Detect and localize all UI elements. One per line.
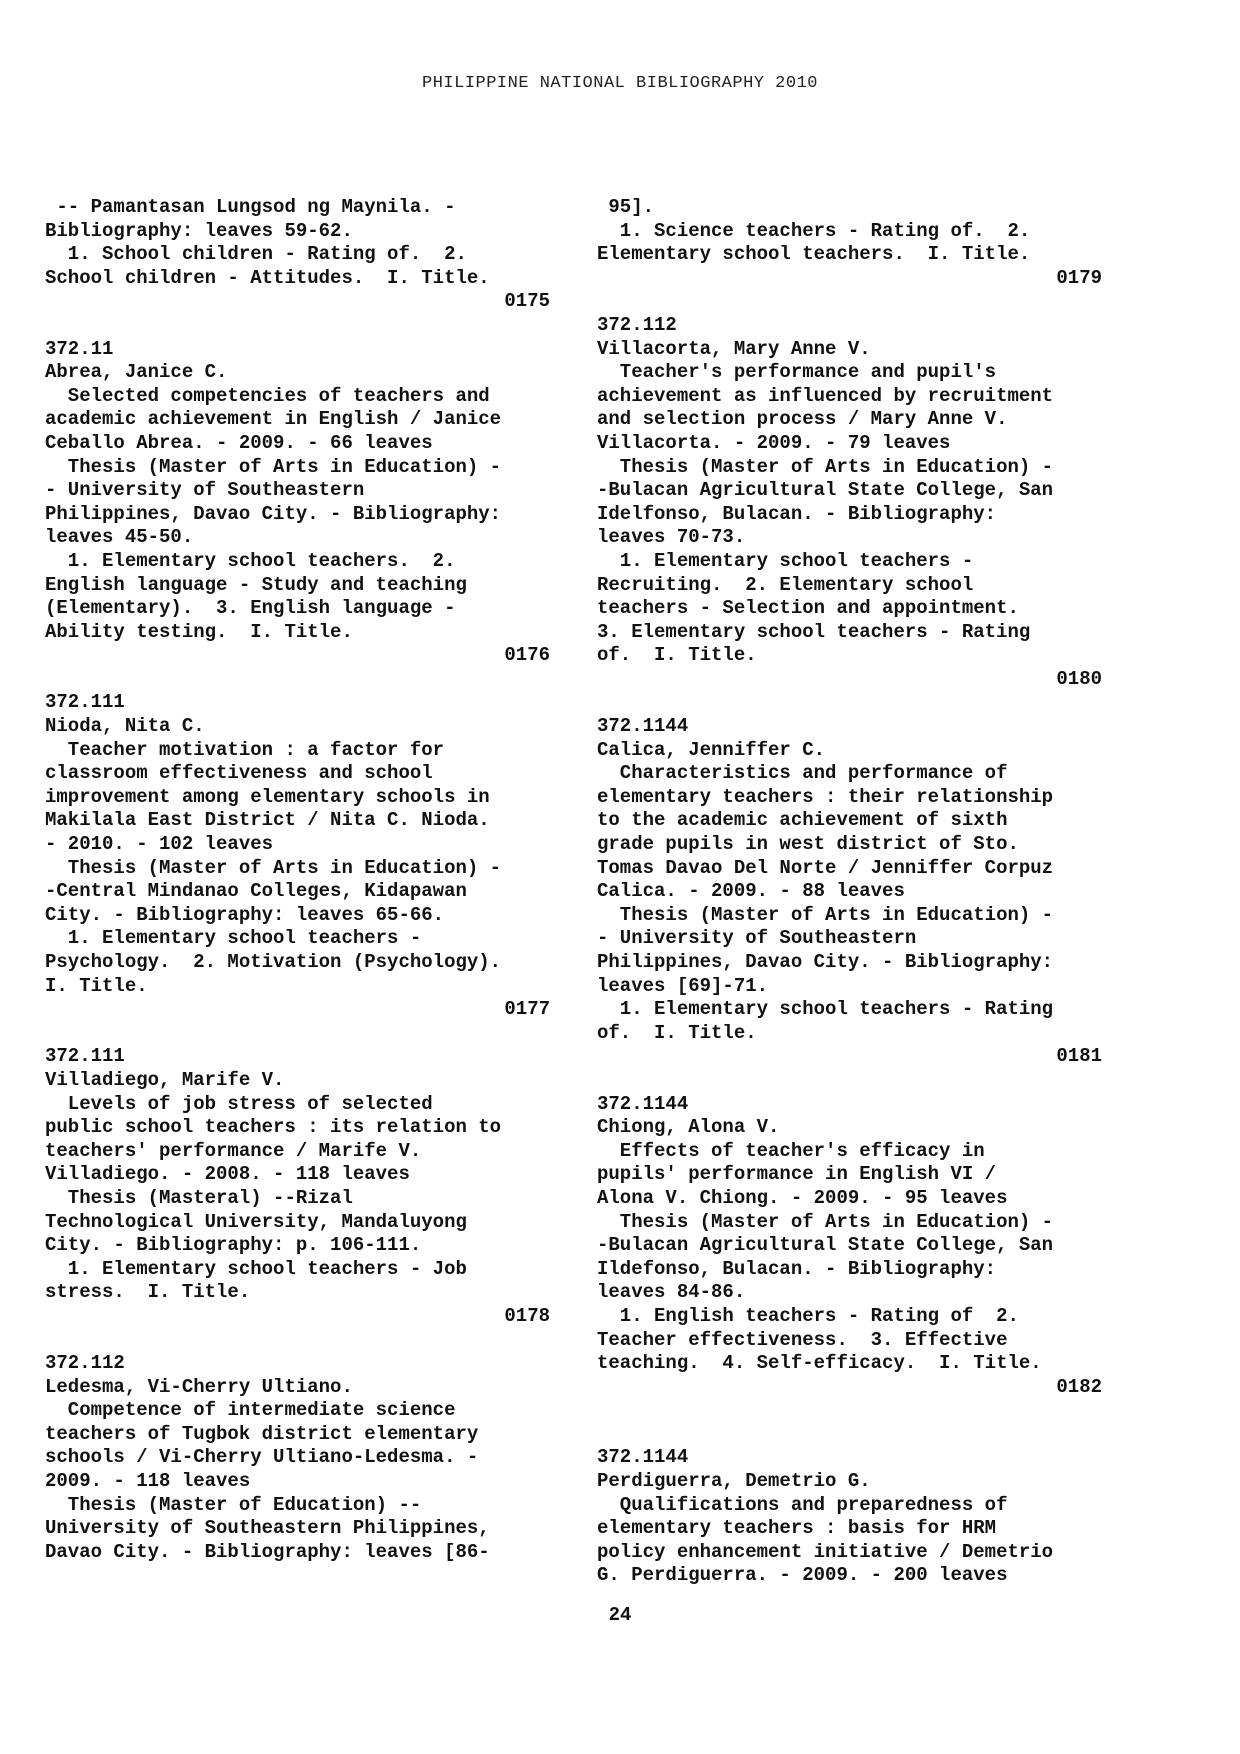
entry-line: pupils' performance in English VI /	[597, 1163, 997, 1186]
entry-line: 95].	[597, 196, 655, 218]
entry-line: 1. Elementary school teachers - Job	[45, 1257, 467, 1280]
entry-line: 1. English teachers - Rating of 2.	[597, 1304, 1019, 1327]
entry-line: 1. Elementary school teachers. 2.	[45, 549, 456, 572]
entry-line: leaves 45-50.	[45, 526, 194, 549]
entry-number: 0178	[504, 1304, 550, 1327]
entry-line: 372.112	[45, 1352, 125, 1375]
entry-line: improvement among elementary schools in	[45, 785, 490, 808]
entry-line: Calica. - 2009. - 88 leaves	[597, 880, 905, 903]
entry-line: Villadiego. - 2008. - 118 leaves	[45, 1163, 410, 1186]
entry-line: Thesis (Master of Arts in Education) -	[597, 903, 1054, 926]
entry-line: policy enhancement initiative / Demetrio	[597, 1540, 1054, 1563]
entry-line: Effects of teacher's efficacy in	[597, 1139, 985, 1162]
entry-line: 372.111	[45, 1045, 125, 1068]
entry-line: Villacorta. - 2009. - 79 leaves	[597, 431, 951, 454]
entry-line: teachers' performance / Marife V.	[45, 1139, 422, 1162]
blank-line	[45, 668, 550, 692]
entry-line: Thesis (Master of Arts in Education) -	[45, 856, 502, 879]
entry-line: City. - Bibliography: leaves 65-66.	[45, 903, 445, 926]
entry-line: to the academic achievement of sixth	[597, 809, 1008, 832]
entry-line: elementary teachers : their relationship	[597, 785, 1054, 808]
entry-line: Ability testing. I. Title.	[45, 620, 353, 643]
entry-line: Calica, Jenniffer C.	[597, 738, 826, 761]
entry-line: Psychology. 2. Motivation (Psychology).	[45, 951, 502, 973]
entry-line: achievement as influenced by recruitment	[597, 384, 1054, 407]
entry-line: academic achievement in English / Janice	[45, 408, 502, 431]
entry-line: Qualifications and preparedness of	[597, 1493, 1008, 1516]
entry-line: Davao City. - Bibliography: leaves [86-	[45, 1540, 490, 1563]
entry-line: I. Title.	[45, 974, 148, 997]
entry-line: Characteristics and performance of	[597, 762, 1008, 785]
entry-line: Ledesma, Vi-Cherry Ultiano.	[45, 1375, 353, 1398]
entry-line: English language - Study and teaching	[45, 573, 467, 596]
entry-line: 1. Elementary school teachers -	[45, 927, 422, 950]
entry-line: - University of Southeastern	[597, 927, 917, 950]
entry-line: elementary teachers : basis for HRM	[597, 1517, 997, 1540]
entry-line: 1. Elementary school teachers -	[597, 549, 974, 572]
entry-line: grade pupils in west district of Sto.	[597, 833, 1019, 856]
entry-line: Villacorta, Mary Anne V.	[597, 337, 871, 360]
entry-line: Ildefonso, Bulacan. - Bibliography:	[597, 1257, 997, 1280]
entry-line: Elementary school teachers. I. Title.	[597, 243, 1031, 266]
entry-line: Alona V. Chiong. - 2009. - 95 leaves	[597, 1186, 1008, 1209]
blank-line	[597, 1069, 1102, 1093]
entry-line: Thesis (Masteral) --Rizal	[45, 1186, 353, 1209]
entry-line: -Bulacan Agricultural State College, San	[597, 479, 1054, 502]
entry-line: Idelfonso, Bulacan. - Bibliography:	[597, 502, 997, 525]
entry-line: 372.112	[597, 313, 677, 336]
entry-line: 1. Elementary school teachers - Rating	[597, 998, 1054, 1021]
entry-line: leaves 70-73.	[597, 526, 746, 549]
entry-line: teachers - Selection and appointment.	[597, 597, 1019, 620]
entry-number: 0175	[504, 290, 550, 313]
entry-line: 372.11	[45, 337, 114, 360]
entry-line: - University of Southeastern	[45, 479, 365, 502]
entry-line: Teacher effectiveness. 3. Effective	[597, 1328, 1008, 1351]
entry-line: teaching. 4. Self-efficacy. I. Title.	[597, 1352, 1042, 1375]
entry-line: Makilala East District / Nita C. Nioda.	[45, 809, 490, 832]
entry-line: City. - Bibliography: p. 106-111.	[45, 1234, 422, 1257]
entry-line: Teacher motivation : a factor for	[45, 738, 445, 761]
entry-line: stress. I. Title.	[45, 1281, 251, 1304]
entry-line: Recruiting. 2. Elementary school	[597, 573, 974, 596]
blank-line	[45, 1022, 550, 1046]
entry-line: 3. Elementary school teachers - Rating	[597, 620, 1031, 643]
entry-line: 2009. - 118 leaves	[45, 1470, 251, 1493]
entry-number: 0182	[1056, 1375, 1102, 1398]
entry-line: teachers of Tugbok district elementary	[45, 1422, 479, 1445]
entry-line: Chiong, Alona V.	[597, 1116, 780, 1139]
entry-line: Selected competencies of teachers and	[45, 384, 490, 407]
blank-line	[45, 1329, 550, 1353]
entry-line: of. I. Title.	[597, 644, 757, 667]
entry-line: Bibliography: leaves 59-62.	[45, 219, 353, 242]
right-column	[597, 196, 1102, 1588]
entry-line: School children - Attitudes. I. Title.	[45, 266, 490, 289]
entry-line: classroom effectiveness and school	[45, 762, 433, 785]
entry-line: Technological University, Mandaluyong	[45, 1210, 467, 1233]
entry-line: and selection process / Mary Anne V.	[597, 408, 1008, 431]
entry-line: 1. Science teachers - Rating of. 2.	[597, 219, 1031, 242]
blank-line	[597, 290, 1102, 314]
entry-line: Nioda, Nita C.	[45, 715, 205, 738]
entry-number: 0176	[504, 644, 550, 667]
entry-line: Thesis (Master of Education) --	[45, 1493, 422, 1516]
running-title: PHILIPPINE NATIONAL BIBLIOGRAPHY 2010	[422, 74, 818, 93]
entry-line: 372.1144	[597, 1092, 689, 1115]
entry-line: -Central Mindanao Colleges, Kidapawan	[45, 880, 467, 903]
entry-line: leaves [69]-71.	[597, 974, 769, 997]
blank-line	[597, 1423, 1102, 1447]
entry-line: Ceballo Abrea. - 2009. - 66 leaves	[45, 431, 433, 454]
entry-line: Perdiguerra, Demetrio G.	[597, 1470, 871, 1493]
entry-line: Philippines, Davao City. - Bibliography:	[597, 951, 1054, 973]
entry-number: 0177	[504, 998, 550, 1021]
entry-line: G. Perdiguerra. - 2009. - 200 leaves	[597, 1564, 1008, 1587]
entry-line: Tomas Davao Del Norte / Jenniffer Corpuz	[597, 856, 1054, 879]
entry-line: 372.1144	[597, 715, 689, 738]
entry-line: public school teachers : its relation to	[45, 1116, 502, 1139]
entry-line: University of Southeastern Philippines,	[45, 1517, 490, 1540]
page-number: 24	[608, 1604, 632, 1626]
entry-line: Abrea, Janice C.	[45, 361, 228, 384]
entry-line: of. I. Title.	[597, 1021, 757, 1044]
entry-line: 372.1144	[597, 1446, 689, 1469]
entry-number: 0181	[1056, 1045, 1102, 1068]
entry-line: Competence of intermediate science	[45, 1399, 456, 1422]
entry-line: Teacher's performance and pupil's	[597, 361, 997, 384]
entry-line: Villadiego, Marife V.	[45, 1068, 285, 1091]
left-column	[45, 196, 550, 1564]
entry-line: (Elementary). 3. English language -	[45, 597, 456, 620]
entry-line: Thesis (Master of Arts in Education) -	[597, 1210, 1054, 1233]
entry-line: -- Pamantasan Lungsod ng Maynila. -	[45, 196, 456, 218]
blank-line	[45, 314, 550, 338]
entry-line: - 2010. - 102 leaves	[45, 833, 274, 856]
entry-line: Philippines, Davao City. - Bibliography:	[45, 502, 502, 525]
entry-number: 0180	[1056, 667, 1102, 690]
entry-line: schools / Vi-Cherry Ultiano-Ledesma. -	[45, 1446, 479, 1469]
entry-line: 1. School children - Rating of. 2.	[45, 243, 467, 266]
blank-line	[597, 691, 1102, 715]
entry-line: Thesis (Master of Arts in Education) -	[597, 455, 1054, 478]
blank-line	[597, 1399, 1102, 1423]
entry-line: Thesis (Master of Arts in Education) -	[45, 455, 502, 478]
entry-line: -Bulacan Agricultural State College, San	[597, 1234, 1054, 1257]
entry-line: leaves 84-86.	[597, 1281, 746, 1304]
entry-line: Levels of job stress of selected	[45, 1092, 433, 1115]
entry-line: 372.111	[45, 691, 125, 714]
entry-number: 0179	[1056, 266, 1102, 289]
